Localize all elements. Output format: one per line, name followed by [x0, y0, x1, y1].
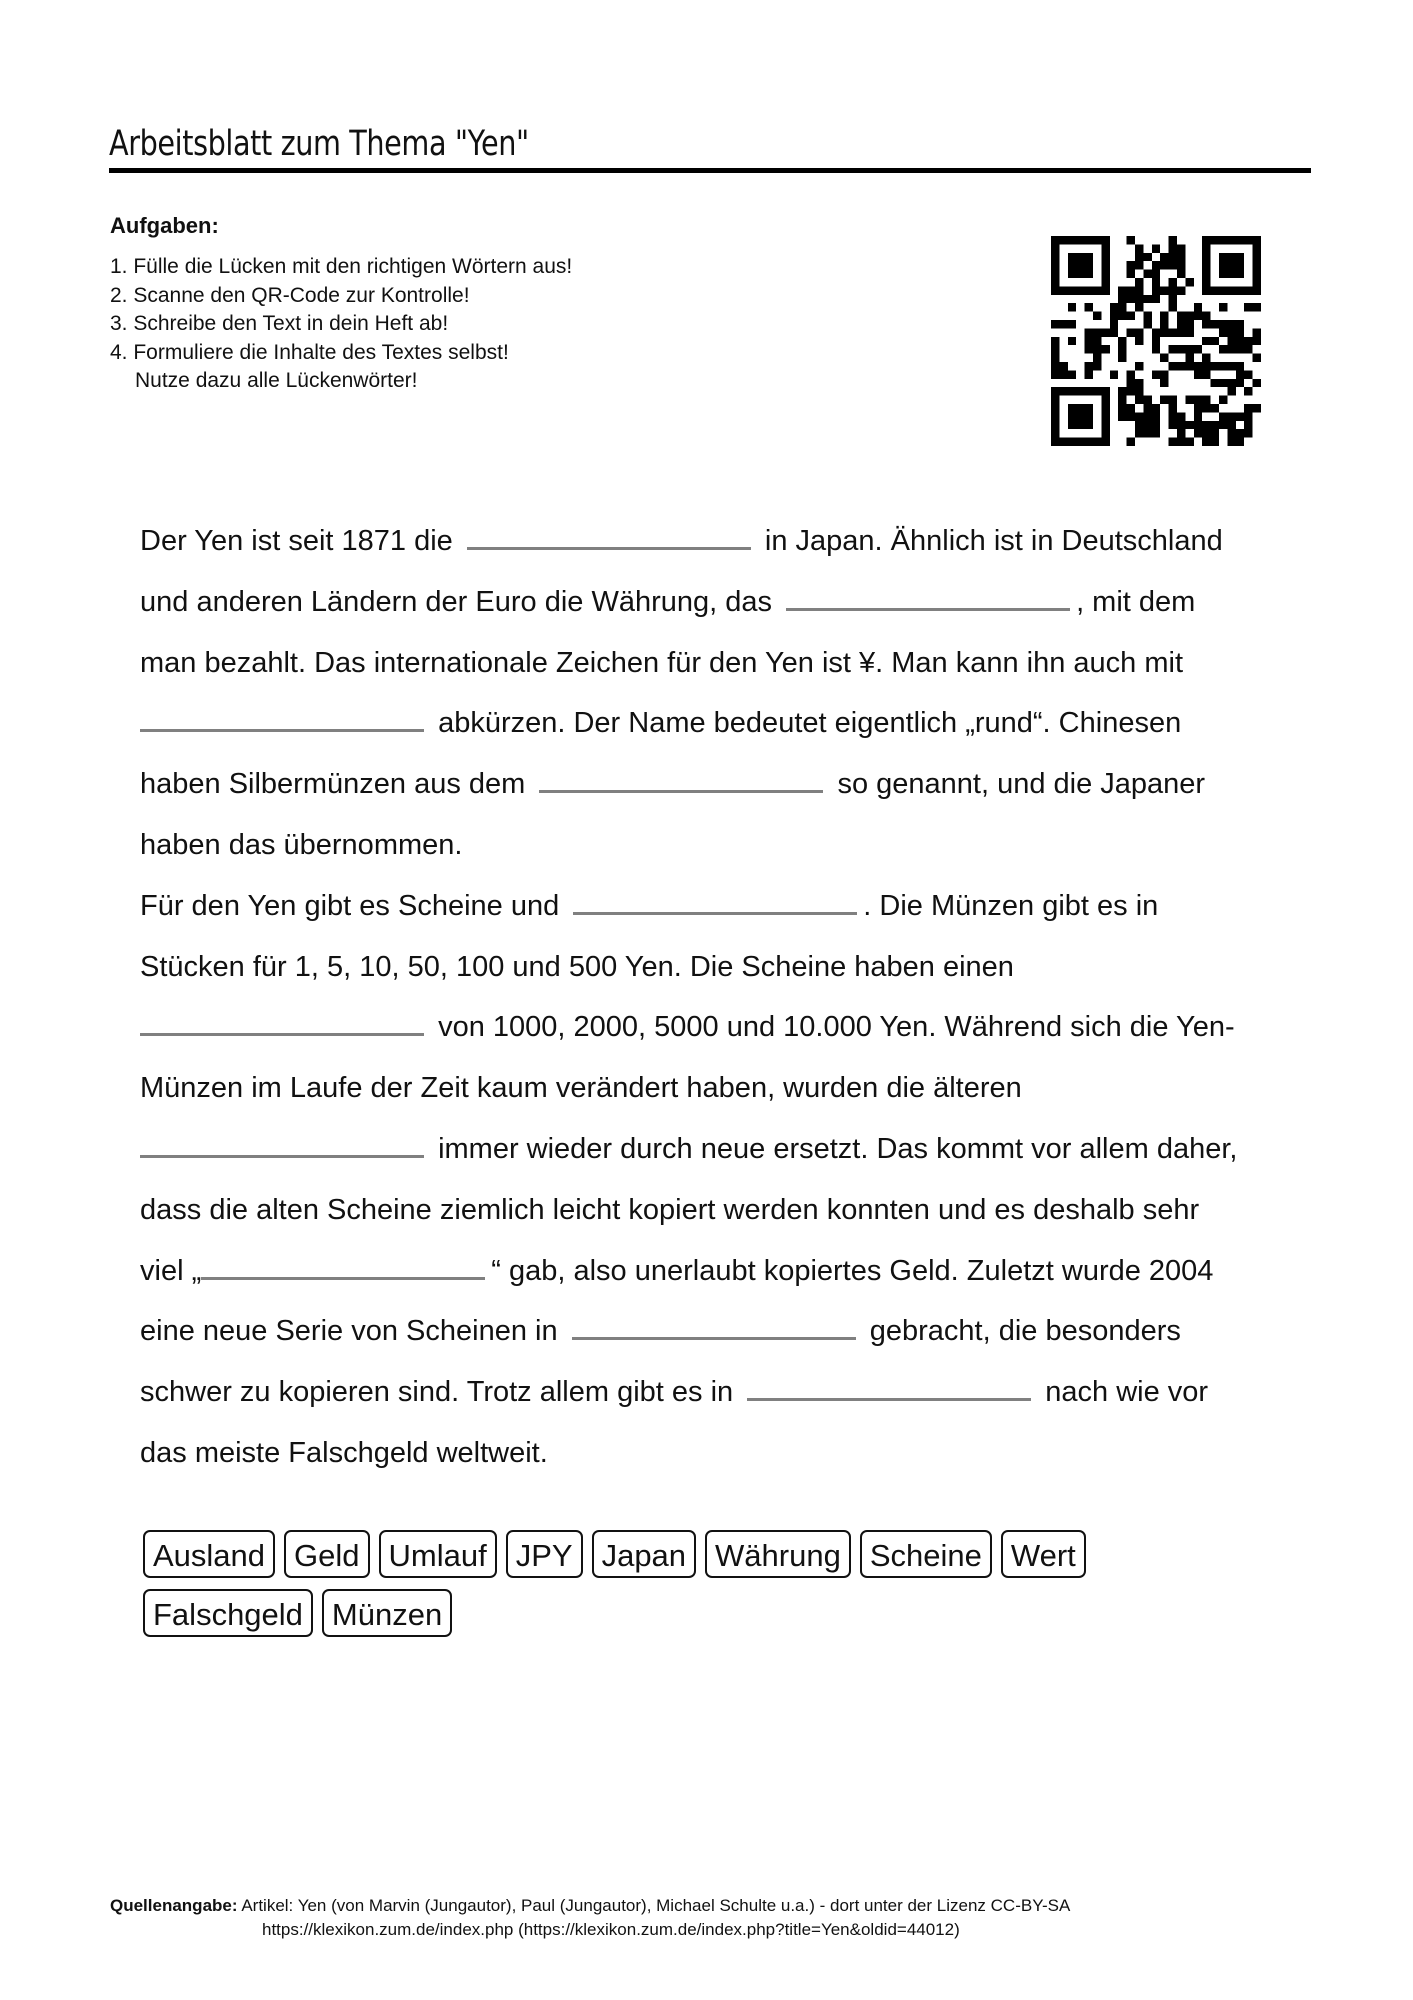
task-item: Nutze dazu alle Lückenwörter! — [135, 369, 418, 392]
blank-field[interactable] — [572, 1317, 856, 1340]
text-line: schwer zu kopieren sind. Trotz allem gibt es in nach wie vor — [140, 1376, 1209, 1409]
text-line: Für den Yen gibt es Scheine und . Die Münzen gibt es in — [140, 889, 1159, 922]
task-item: 1. Fülle die Lücken mit den richtigen Wörtern aus! — [110, 255, 573, 278]
text-line: man bezahlt. Das internationale Zeichen für den Yen ist ¥. Man kann ihn auch mit — [140, 646, 1184, 679]
text-line: immer wieder durch neue ersetzt. Das kommt vor allem daher, — [140, 1119, 1300, 1180]
text-line: viel „ “ gab, also unerlaubt kopiertes Geld. Zuletzt wurde 2004 — [140, 1254, 1214, 1287]
tasks-list — [110, 253, 572, 396]
text-line: eine neue Serie von Scheinen in gebracht, die besonders — [140, 1315, 1181, 1348]
source-line — [110, 1894, 1070, 1918]
text-line: das meiste Falschgeld weltweit. — [140, 1436, 548, 1469]
source-text: Artikel: Yen (von Marvin (Jungautor), Paul (Jungautor), Michael Schulte u.a.) - dort unter der Lizenz CC-BY-SA — [241, 1896, 1071, 1915]
blank-field[interactable] — [201, 1257, 485, 1280]
text-line: von 1000, 2000, 5000 und 10.000 Yen. Während sich die Yen- — [140, 997, 1300, 1058]
word-bank-row — [143, 1530, 1243, 1578]
text-line: Der Yen ist seit 1871 die in Japan. Ähnlich ist in Deutschland — [140, 525, 1223, 557]
word-chip[interactable]: Wert — [1001, 1530, 1086, 1578]
qr-code-icon — [1051, 236, 1261, 446]
text-line: Stücken für 1, 5, 10, 50, 100 und 500 Yen. Die Scheine haben einen — [140, 950, 1014, 983]
word-chip[interactable]: Umlauf — [379, 1530, 497, 1578]
page-title-bar — [109, 120, 1311, 173]
blank-field[interactable] — [467, 527, 751, 550]
blank-field[interactable] — [539, 770, 823, 793]
word-chip[interactable]: Ausland — [143, 1530, 275, 1578]
word-bank — [143, 1530, 1243, 1648]
word-bank-row — [143, 1589, 1243, 1637]
task-item: 2. Scanne den QR-Code zur Kontrolle! — [110, 283, 470, 307]
blank-field[interactable] — [573, 892, 857, 915]
text-line: haben Silbermünzen aus dem so genannt, und die Japaner — [140, 768, 1206, 801]
page-title: Arbeitsblatt zum Thema "Yen" — [109, 124, 529, 164]
tasks-heading: Aufgaben: — [110, 213, 219, 238]
blank-field[interactable] — [140, 1135, 424, 1158]
source-citation — [110, 1894, 1070, 1942]
task-item: 3. Schreibe den Text in dein Heft ab! — [110, 312, 449, 335]
word-chip[interactable]: Geld — [284, 1530, 369, 1578]
blank-field[interactable] — [747, 1378, 1031, 1401]
text-line: und anderen Ländern der Euro die Währung, das , mit dem — [140, 585, 1196, 618]
source-label: Quellenangabe: — [110, 1896, 238, 1915]
text-line: dass die alten Scheine ziemlich leicht kopiert werden konnten und es deshalb sehr — [140, 1193, 1200, 1226]
blank-field[interactable] — [140, 709, 424, 732]
word-chip[interactable]: Scheine — [860, 1530, 992, 1578]
task-item: 4. Formuliere die Inhalte des Textes selbst! — [110, 340, 509, 364]
text-line: Münzen im Laufe der Zeit kaum verändert haben, wurden die älteren — [140, 1072, 1022, 1105]
word-chip[interactable]: Falschgeld — [143, 1589, 313, 1637]
cloze-text — [140, 511, 1300, 1484]
source-url[interactable]: https://klexikon.zum.de/index.php (https://klexikon.zum.de/index.php?title=Yen&oldid=44012) — [262, 1920, 960, 1939]
word-chip[interactable]: JPY — [506, 1530, 583, 1578]
blank-field[interactable] — [140, 1013, 424, 1036]
word-chip[interactable]: Münzen — [322, 1589, 452, 1637]
blank-field[interactable] — [786, 588, 1070, 611]
word-chip[interactable]: Währung — [705, 1530, 851, 1578]
text-line: abkürzen. Der Name bedeutet eigentlich „rund“. Chinesen — [140, 693, 1300, 754]
word-chip[interactable]: Japan — [592, 1530, 696, 1578]
text-line: haben das übernommen. — [140, 828, 463, 861]
